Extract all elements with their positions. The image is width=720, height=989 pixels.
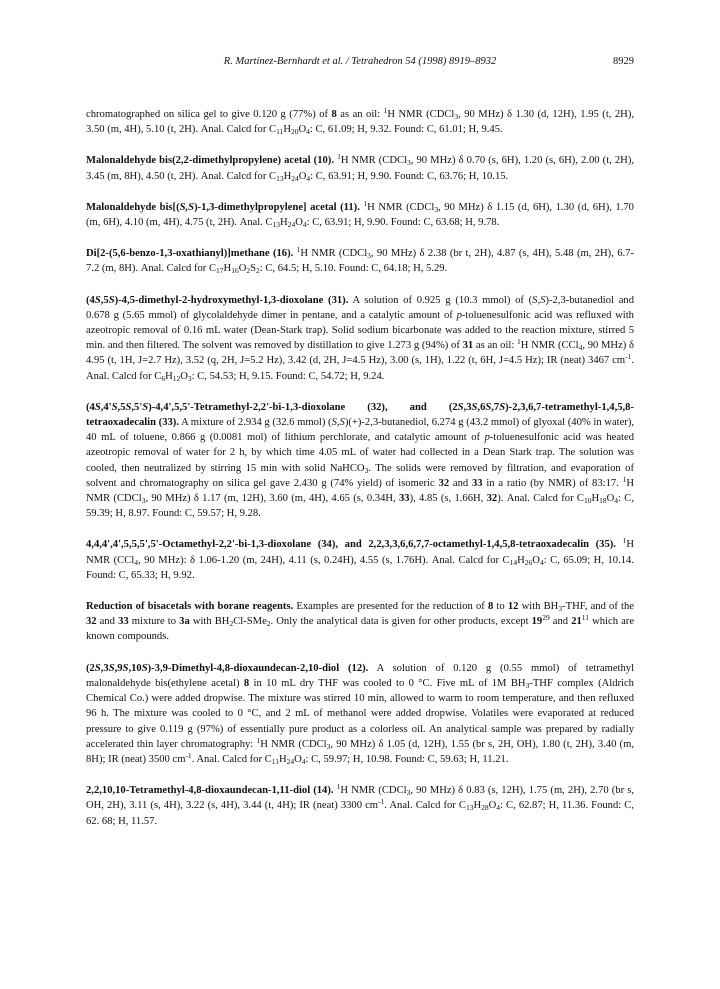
- paragraph: [86, 400, 634, 522]
- paragraph: [86, 246, 634, 276]
- paragraph: [86, 153, 634, 183]
- paragraph-text: A solution of 0.120 g (0.55 mmol) of tetramethyl malonaldehyde bis(ethylene acetal) 8 in 10 mL dry THF was cooled to 0 °C. Five mL of 1M $BH_3$-THF complex (Aldrich Chemical Co.) were added dropwise. The mixture was stirred 10 min, allowed to warm to room temperature, and then refluxed 96 h. The mixture was cooled to 0 °C, and 2 mL of methanol were added dropwise. Volatiles were evaporated at reduced pressure to give 0.119 g (97%) of essentially pure product as a colorless oil. An analytical sample was prepared by radially accelerated thin layer chromatography: $^1$H NMR (CDCl$_3$, 90 MHz) δ 1.05 (d, 12H), 1.55 (br s, 2H, OH), 1.80 (t, 2H), 3.40 (m, 8H); IR (neat) 3500 $cm^{-1}$. Anal. Calcd for $C_{11}H_{24}O_4$: C, 59.97; H, 10.98. Found: C, 59.63; H, 11.21.: [86, 662, 635, 766]
- paragraph-heading: Reduction of bisacetals with borane reagents.: [86, 601, 294, 613]
- paragraph-heading: Malonaldehyde bis[(S,S)-1,3-dimethylpropylene] acetal (11).: [86, 201, 360, 213]
- paragraph-heading: (4S,4'S,5S,5'S)-4,4',5,5'-Tetramethyl-2,2'-bi-1,3-dioxolane (32), and (2S,3S,6S,7S)-2,3,6,7-tetramethyl-1,4,5,8-tetraoxadecalin (33).: [86, 401, 634, 429]
- experimental-section: [86, 107, 634, 845]
- paragraph: [86, 537, 634, 583]
- paragraph-heading: Di[2-(5,6-benzo-1,3-oxathianyl)]methane (16).: [86, 248, 294, 260]
- paragraph-text: A mixture of 2.934 g (32.6 mmol) (S,S)(+)-2,3-butanediol, 6.274 g (43.2 mmol) of glyoxal (40% in water), 40 mL of toluene, 0.866 g (0.0081 mol) of lithium perchlorate, and catalytic amount of p-toluenesulfonic acid was heated azeotropic removal of water for 2 h, by which time 4.05 mL of water had collected in a Dean Stark trap. The solution was cooled, then neutralized by stirring 15 min with solid NaHCO$_3$. The solids were removed by filtration, and evaporation of solvent and chromatography on silica gel gave 2.430 g (74% yield) of isomeric 32 and 33 in a ratio (by NMR) of 83:17. $^1$H NMR (CDCl$_3$, 90 MHz) δ 1.17 (m, 12H), 3.60 (m, 4H), 4.65 (s, 0.34H, 33), 4.85 (s, 1.66H, 32). Anal. Calcd for $C_{10}H_{18}O_4$: C, 59.39; H, 8.97. Found: C, 59.57; H, 9.28.: [86, 417, 635, 520]
- paragraph-text: chromatographed on silica gel to give 0.120 g (77%) of 8 as an oil: $^1$H NMR (CDCl$_3$, 90 MHz) δ 1.30 (d, 12H), 1.95 (t, 2H), 3.50 (m, 4H), 5.10 (t, 2H). Anal. Calcd for $C_{11}H_{20}O_4$: C, 61.09; H, 9.32. Found: C, 61.01; H, 9.45.: [86, 106, 635, 137]
- running-head: R. Martínez-Bernhardt et al. / Tetrahedron 54 (1998) 8919–8932: [223, 56, 497, 67]
- paragraph-heading: (4S,5S)-4,5-dimethyl-2-hydroxymethyl-1,3-dioxolane (31).: [86, 294, 349, 306]
- paragraph: [86, 200, 634, 230]
- paragraph-heading: (2S,3S,9S,10S)-3,9-Dimethyl-4,8-dioxaundecan-2,10-diol (12).: [86, 662, 369, 674]
- paragraph-text: $^1$H NMR (CDCl$_3$, 90 MHz) δ 2.38 (br t, 2H), 4.87 (s, 4H), 5.48 (m, 2H), 6.7-7.2 (m, 8H). Anal. Calcd for $C_{17}H_{16}O_2S_2$: C, 64.5; H, 5.10. Found: C, 64.18; H, 5.29.: [86, 245, 634, 276]
- paragraph-text: $^1$H NMR (CDCl$_3$, 90 MHz) δ 0.70 (s, 6H), 1.20 (s, 6H), 2.00 (t, 2H), 3.45 (m, 8H), 4.50 (t, 2H). Anal. Calcd for $C_{13}H_{24}O_4$: C, 63.91; H, 9.90. Found: C, 63.76; H, 10.15.: [86, 152, 634, 183]
- paragraph-text: $^1$H NMR (CDCl$_3$, 90 MHz) δ 1.15 (d, 6H), 1.30 (d, 6H), 1.70 (m, 6H), 4.10 (m, 4H), 4.75 (t, 2H). Anal. $C_{13}H_{24}O_4$: C, 63.91; H, 9.90. Found: C, 63.68; H, 9.78.: [86, 198, 634, 230]
- paragraph: [86, 661, 634, 767]
- page-number: 8929: [613, 56, 634, 67]
- paragraph-heading: 4,4,4',4',5,5,5',5'-Octamethyl-2,2'-bi-1,3-dioxolane (34), and 2,2,3,3,6,6,7,7-octamethyl-1,4,5,8-tetraoxadecalin (35).: [86, 539, 616, 551]
- paragraph-text: $^1$H NMR (CCl$_4$, 90 MHz): δ 1.06-1.20 (m, 24H), 4.11 (s, 0.24H), 4.55 (s, 1.76H). Anal. Calcd for $C_{14}H_{26}O_4$: C, 65.09; H, 10.14. Found: C, 65.33; H, 9.92.: [86, 536, 635, 581]
- paragraph-text: A solution of 0.925 g (10.3 mmol) of (S,S)-2,3-butanediol and 0.678 g (5.65 mmol) of glycolaldehyde dimer in pentane, and a catalytic amount of p-toluenesulfonic acid was refluxed with azeotropic removal of 0.16 mL water (Dean-Stark trap). Solid sodium bicarbonate was added to the reaction mixture, stirred 5 min. and then filtered. The solvent was removed by distillation to give 1.273 g (94%) of 31 as an oil: $^1$H NMR (CCl$_4$, 90 MHz) δ 4.95 (t, 1H, J=2.7 Hz), 3.52 (q, 2H, J=5.2 Hz), 3.42 (d, 2H, J=4.5 Hz), 3.00 (s, 1H), 1.22 (t, 6H, J=4.5 Hz); IR (neat) 3467 $cm^{-1}$. Anal. Calcd for $C_6H_{12}O_3$: C, 54.53; H, 9.15. Found: C, 54.72; H, 9.24.: [86, 294, 635, 383]
- paragraph-heading: Malonaldehyde bis(2,2-dimethylpropylene) acetal (10).: [86, 155, 334, 167]
- paragraph-text: $^1$H NMR (CDCl$_3$, 90 MHz) δ 0.83 (s, 12H), 1.75 (m, 2H), 2.70 (br s, OH, 2H), 3.11 (s, 4H), 3.22 (s, 4H), 3.44 (t, 4H); IR (neat) 3300 $cm^{-1}$. Anal. Calcd for $C_{13}H_{28}O_4$: C, 62.87; H, 11.36. Found: C, 62. 68; H, 11.57.: [86, 782, 634, 827]
- paragraph-heading: 2,2,10,10-Tetramethyl-4,8-dioxaundecan-1,11-diol (14).: [86, 785, 334, 797]
- paragraph: [86, 599, 634, 645]
- paragraph: [86, 293, 634, 384]
- paragraph: [86, 783, 634, 829]
- paragraph: [86, 107, 634, 137]
- paragraph-text: Examples are presented for the reduction of 8 to 12 with $BH_3$-THF, and of the 32 and 33 mixture to 3a with $BH_2Cl-SMe_2$. Only the analytical data is given for other products, except $19^{29}$ and $21^{11}$ which are known compounds.: [86, 601, 635, 643]
